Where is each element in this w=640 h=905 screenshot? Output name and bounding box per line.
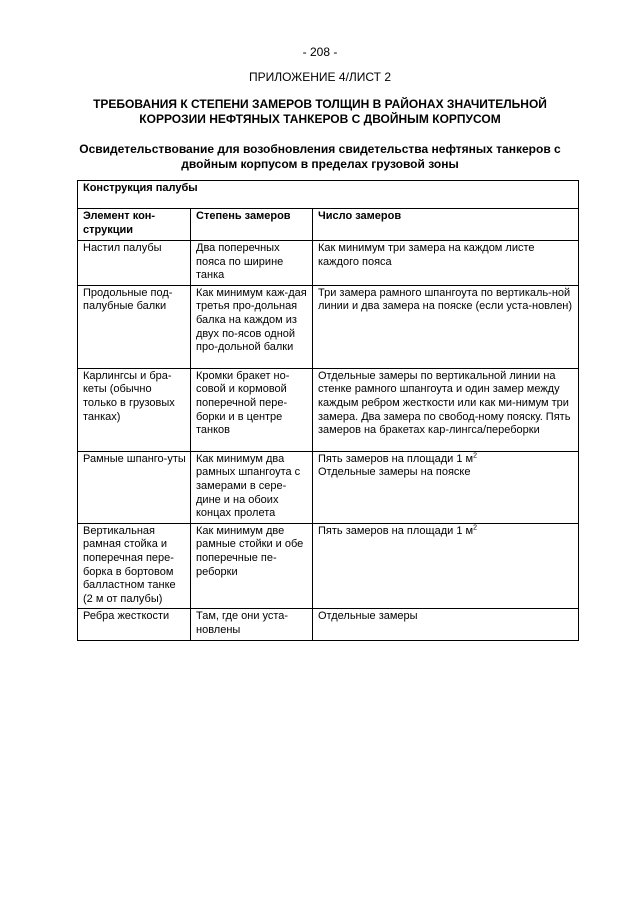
section-title: Конструкция палубы	[78, 181, 579, 209]
cell-number: Три замера рамного шпангоута по вертикаль-ной линии и два замера на пояске (если уста-новлен)	[313, 285, 579, 368]
requirements-table	[77, 180, 579, 641]
cell-extent: Как минимум две рамные стойки и обе поперечные пе-реборки	[191, 523, 313, 609]
table-row	[78, 285, 579, 368]
column-header-extent: Степень замеров	[191, 209, 313, 241]
appendix-label: ПРИЛОЖЕНИЕ 4/ЛИСТ 2	[248, 70, 392, 84]
table-row	[78, 451, 579, 523]
cell-element: Ребра жесткости	[78, 609, 191, 640]
unit-superscript: 2	[473, 452, 477, 460]
cell-number-line2: Отдельные замеры на пояске	[318, 466, 471, 479]
table-header-row	[78, 209, 579, 241]
cell-number: Как минимум три замера на каждом листе каждого пояса	[313, 241, 579, 286]
page-number: - 208 -	[302, 45, 338, 59]
cell-extent: Кромки бракет но-совой и кормовой поперечной пере-борки и в центре танков	[191, 368, 313, 451]
cell-extent: Два поперечных пояса по ширине танка	[191, 241, 313, 286]
cell-number: Отдельные замеры	[313, 609, 579, 640]
document-subtitle: Освидетельствование для возобновления свидетельства нефтяных танкеров с двойным корпусом в пределах грузовой зоны	[79, 142, 561, 171]
table-row	[78, 241, 579, 286]
cell-number	[313, 451, 579, 523]
table-row	[78, 523, 579, 609]
column-header-number: Число замеров	[313, 209, 579, 241]
table-section-row	[78, 181, 579, 209]
cell-extent: Как минимум два рамных шпангоута с замерами в сере-дине и на обоих концах пролета	[191, 451, 313, 523]
cell-element: Вертикальная рамная стойка и поперечная пере-борка в бортовом балластном танке (2 м от палубы)	[78, 523, 191, 609]
cell-extent: Как минимум каж-дая третья про-дольная балка на каждом из двух по-ясов одной про-дольной балки	[191, 285, 313, 368]
cell-number-text: Пять замеров на площади 1 м	[318, 524, 474, 537]
cell-element: Рамные шпанго-уты	[78, 451, 191, 523]
table-row	[78, 368, 579, 451]
unit-superscript: 2	[473, 524, 477, 532]
cell-element: Карлингсы и бра-кеты (обычно только в грузовых танках)	[78, 368, 191, 451]
table-row	[78, 609, 579, 640]
cell-number: Отдельные замеры по вертикальной линии на стенке рамного шпангоута и один замер между каждым ребром жесткости или как ми-нимум три замера. Два замера по свобод-ному пояску. Пять замеров на бракетах кар-лингса/переборки	[313, 368, 579, 451]
document-title: ТРЕБОВАНИЯ К СТЕПЕНИ ЗАМЕРОВ ТОЛЩИН В РАЙОНАХ ЗНАЧИТЕЛЬНОЙ КОРРОЗИИ НЕФТЯНЫХ ТАНКЕРОВ С ДВОЙНЫМ КОРПУСОМ	[93, 97, 547, 126]
cell-extent: Там, где они уста-новлены	[191, 609, 313, 640]
cell-element: Настил палубы	[78, 241, 191, 286]
cell-number-text: Пять замеров на площади 1 м	[318, 452, 474, 465]
cell-number	[313, 523, 579, 609]
column-header-element: Элемент кон-струкции	[78, 209, 191, 241]
cell-element: Продольные под-палубные балки	[78, 285, 191, 368]
